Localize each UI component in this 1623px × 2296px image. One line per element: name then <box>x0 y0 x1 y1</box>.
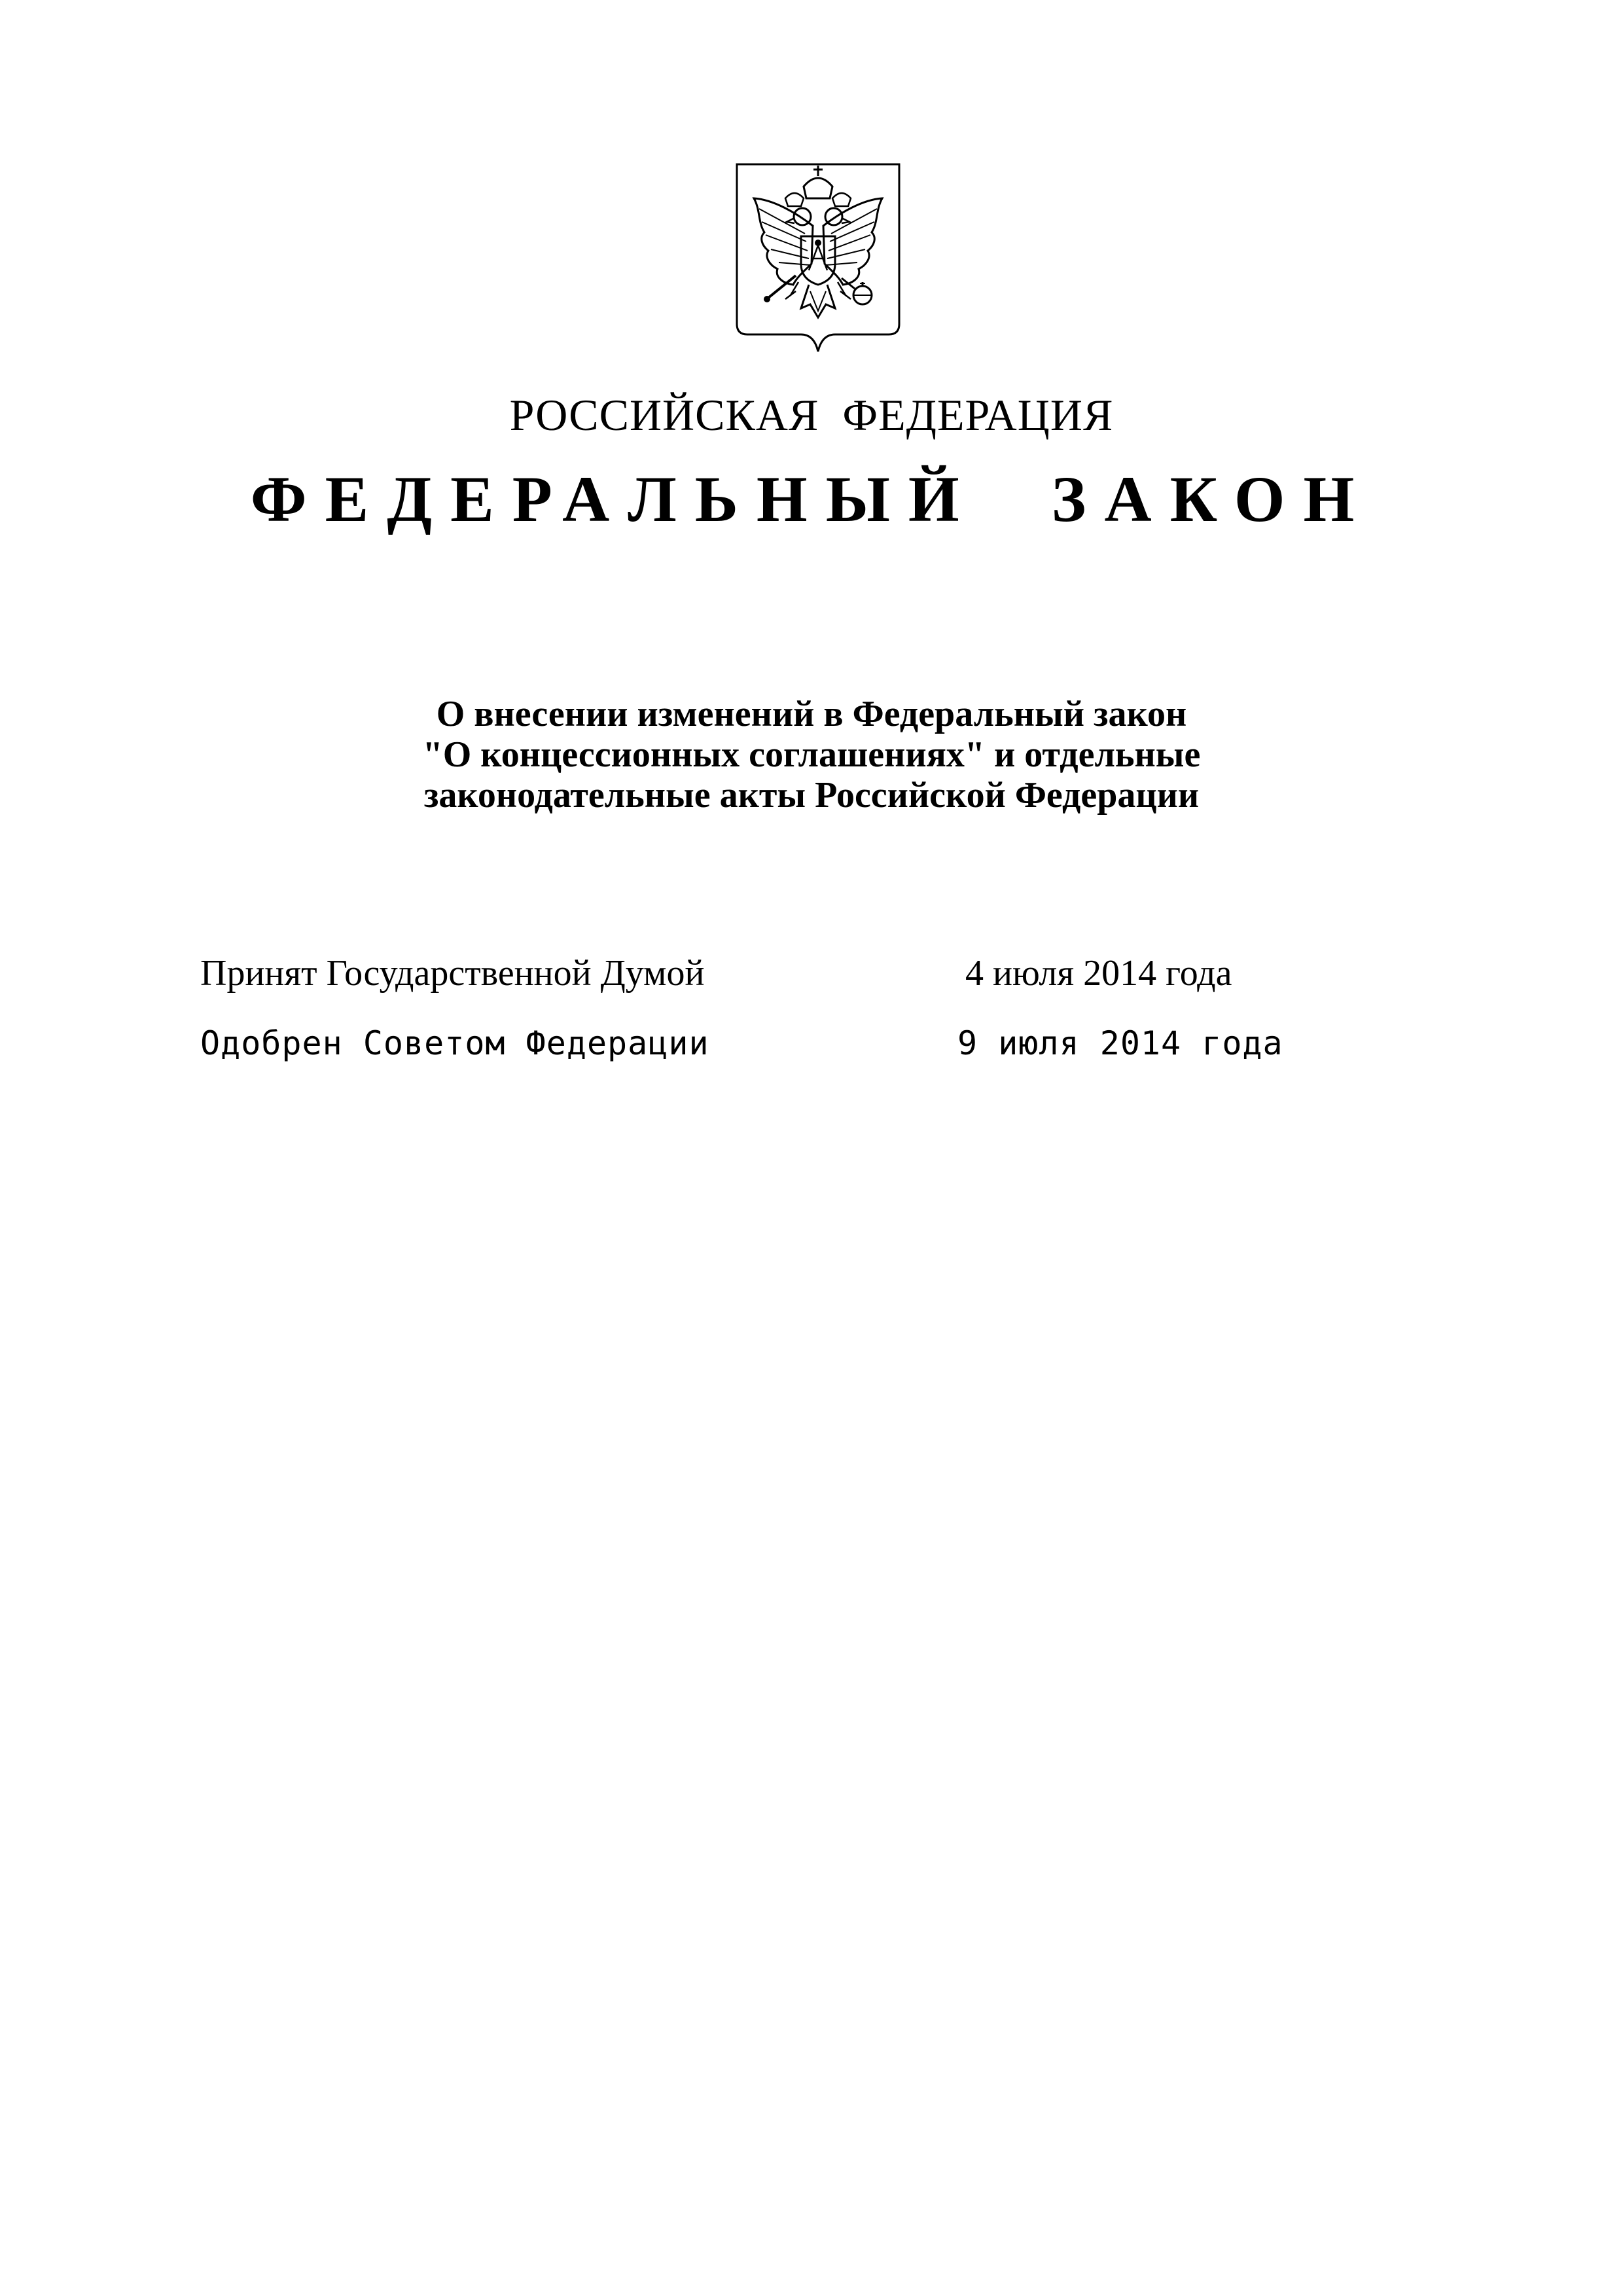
coat-of-arms-icon <box>733 160 903 357</box>
council-approval-row <box>0 1024 1623 1070</box>
council-approval-date: 9 июля 2014 года <box>957 1024 1283 1062</box>
duma-adoption-label: Принят Государственной Думой <box>200 953 705 994</box>
council-approval-label: Одобрен Советом Федерации <box>200 1024 709 1062</box>
duma-adoption-row <box>0 952 1623 998</box>
duma-adoption-date: 4 июля 2014 года <box>965 953 1232 994</box>
document-type: ФЕДЕРАЛЬНЫЙ ЗАКОН <box>250 463 1373 535</box>
law-title <box>0 694 1623 816</box>
law-title-line: "О концессионных соглашениях" и отдельные <box>422 734 1201 775</box>
country-name: РОССИЙСКАЯ ФЕДЕРАЦИЯ <box>509 390 1114 440</box>
law-title-line: законодательные акты Российской Федерации <box>423 775 1200 816</box>
law-title-line: О внесении изменений в Федеральный закон <box>436 694 1187 734</box>
